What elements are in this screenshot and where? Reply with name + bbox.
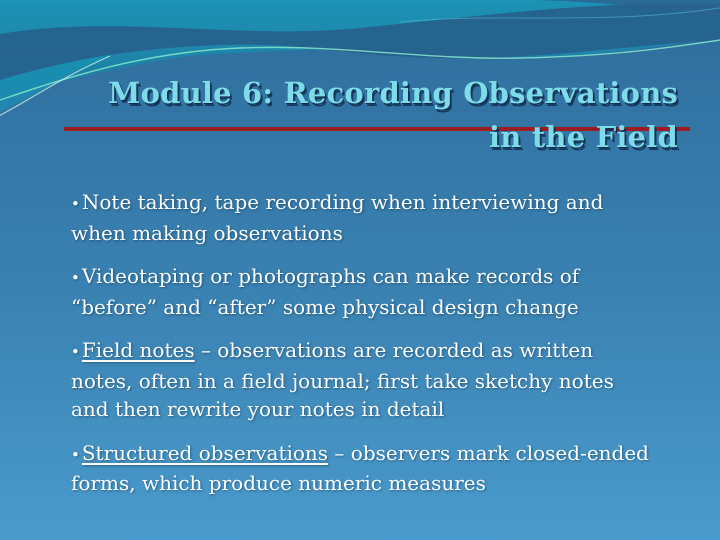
bullet-line — [71, 188, 680, 219]
bullet-marker: • — [71, 195, 80, 213]
slide-title-line-1: Module 6: Recording Observations — [108, 76, 678, 110]
bullet-text: “before” and “after” some physical design change — [71, 294, 579, 319]
bullet-line — [71, 395, 680, 424]
bullet-item — [71, 188, 680, 247]
underlined-term: Structured observations — [81, 440, 329, 465]
bullet-line — [71, 439, 680, 470]
bullet-text: – observations are recorded as written — [194, 338, 594, 362]
bullet-marker: • — [71, 269, 80, 287]
bullet-item — [71, 439, 680, 498]
bullet-line — [71, 293, 680, 322]
bullet-text: forms, which produce numeric measures — [71, 471, 486, 495]
bullet-line — [71, 262, 680, 293]
bullet-marker: • — [71, 343, 80, 361]
bullet-item — [71, 262, 680, 321]
bullet-text: and then rewrite your notes in detail — [71, 397, 445, 421]
bullet-text: Videotaping or photographs can make records of — [81, 264, 580, 288]
bullet-marker: • — [71, 445, 80, 464]
bullet-text: Note taking, tape recording when interviewing and — [81, 190, 604, 214]
bullet-line — [71, 367, 680, 396]
bullet-text: when making observations — [71, 220, 343, 245]
bullet-text: notes, often in a field journal; first take sketchy notes — [71, 368, 614, 393]
slide-title-line-2: in the Field — [489, 120, 678, 154]
bullet-text: – observers mark closed-ended — [328, 440, 649, 465]
bullet-item — [71, 336, 680, 424]
underlined-term: Field notes — [81, 338, 195, 362]
bullet-line — [71, 469, 680, 498]
bullet-line — [71, 336, 680, 367]
bullet-list — [71, 188, 680, 513]
bullet-line — [71, 219, 680, 248]
